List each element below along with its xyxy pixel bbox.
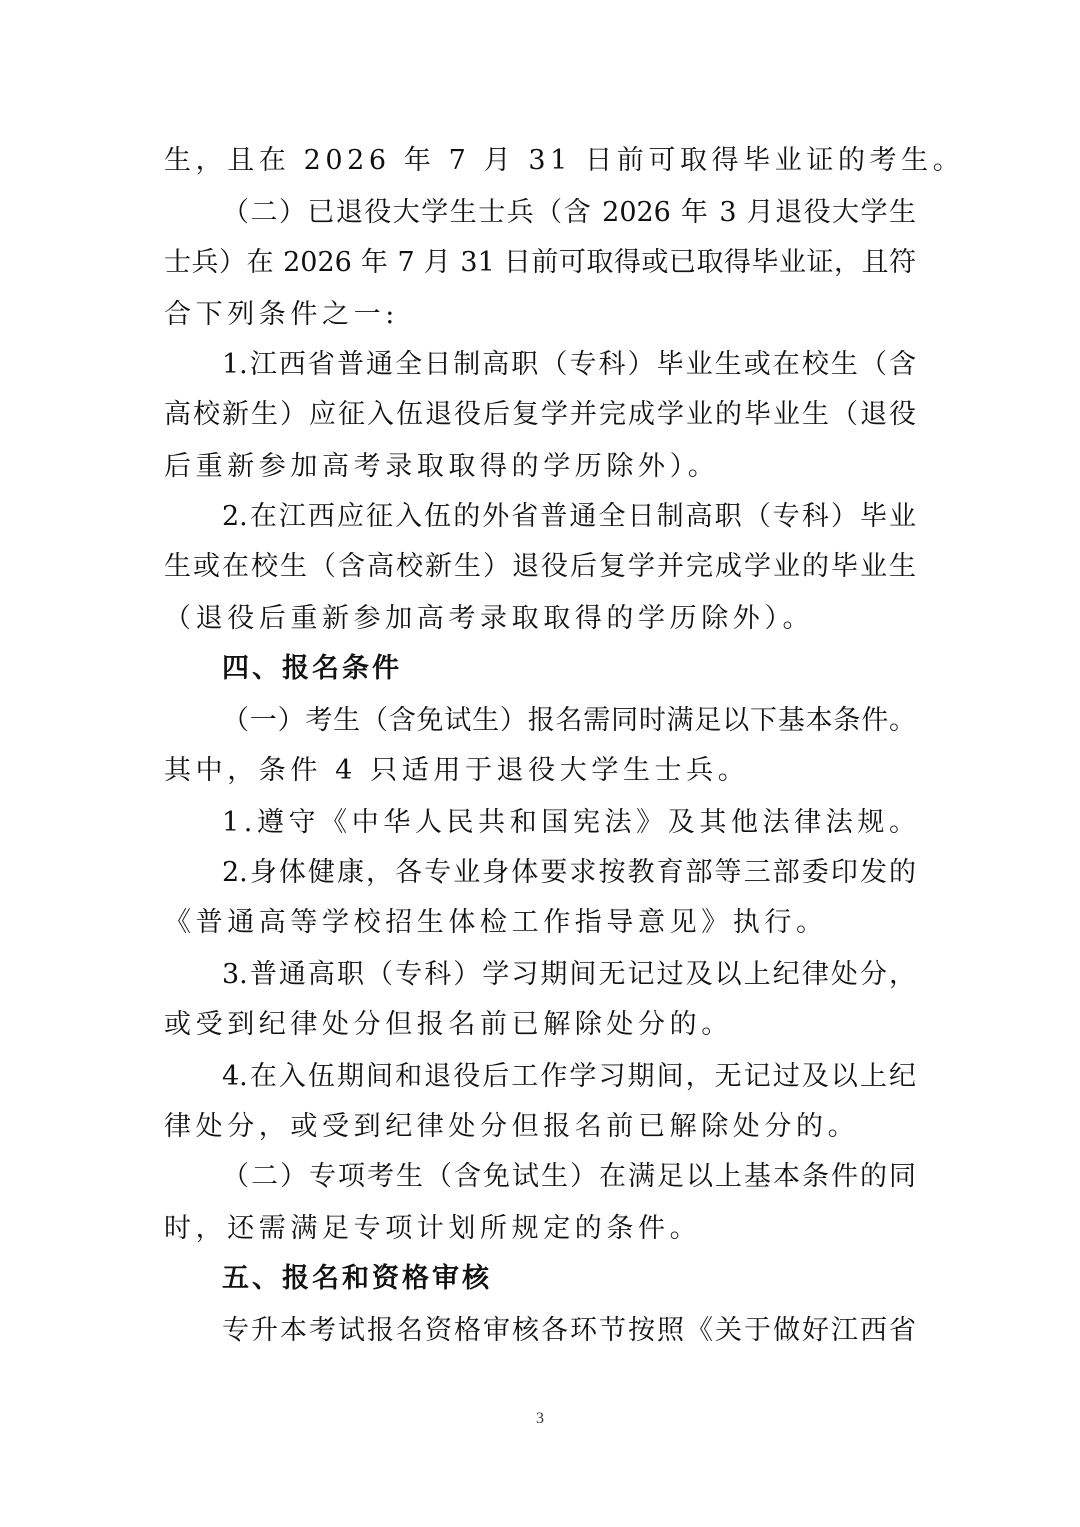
page-number: 3 <box>536 1410 544 1427</box>
text-line: 专升本考试报名资格审核各环节按照《关于做好江西省 <box>222 1315 916 1346</box>
text-line: 后重新参加高考录取取得的学历除外）。 <box>164 451 720 482</box>
text-line: 2.身体健康，各专业身体要求按教育部等三部委印发的 <box>222 857 916 888</box>
text-line: （二）专项考生（含免试生）在满足以上基本条件的同 <box>222 1161 916 1192</box>
text-line: 生或在校生（含高校新生）退役后复学并完成学业的毕业生 <box>164 551 916 582</box>
text-line: 1.遵守《中华人民共和国宪法》及其他法律法规。 <box>222 807 921 838</box>
text-line: 2.在江西应征入伍的外省普通全日制高职（专科）毕业 <box>222 501 916 532</box>
text-line: 《普通高等学校招生体检工作指导意见》执行。 <box>164 907 828 938</box>
text-line: 士兵）在 2026 年 7 月 31 日前可取得或已取得毕业证，且符 <box>164 247 916 278</box>
text-line: 3.普通高职（专科）学习期间无记过及以上纪律处分， <box>222 959 916 990</box>
text-line: 1.江西省普通全日制高职（专科）毕业生或在校生（含 <box>222 349 916 380</box>
text-line: 时，还需满足专项计划所规定的条件。 <box>164 1213 702 1244</box>
text-line: （二）已退役大学生士兵（含 2026 年 3 月退役大学生 <box>222 197 916 228</box>
text-line: 4.在入伍期间和退役后工作学习期间，无记过及以上纪 <box>222 1061 916 1092</box>
text-line: 高校新生）应征入伍退役后复学并完成学业的毕业生（退役 <box>164 399 916 430</box>
text-line: 其中，条件 4 只适用于退役大学生士兵。 <box>164 755 750 786</box>
text-line: 生，且在 2026 年 7 月 31 日前可取得毕业证的考生。 <box>164 145 965 176</box>
text-line: 合下列条件之一: <box>164 299 399 330</box>
text-line: 律处分，或受到纪律处分但报名前已解除处分的。 <box>164 1111 860 1142</box>
text-line: （退役后重新参加高考录取取得的学历除外）。 <box>164 603 815 634</box>
text-line: （一）考生（含免试生）报名需同时满足以下基本条件。 <box>222 705 916 736</box>
section-heading: 四、报名条件 <box>222 653 402 684</box>
section-heading: 五、报名和资格审核 <box>222 1263 492 1294</box>
text-line: 或受到纪律处分但报名前已解除处分的。 <box>164 1009 733 1040</box>
